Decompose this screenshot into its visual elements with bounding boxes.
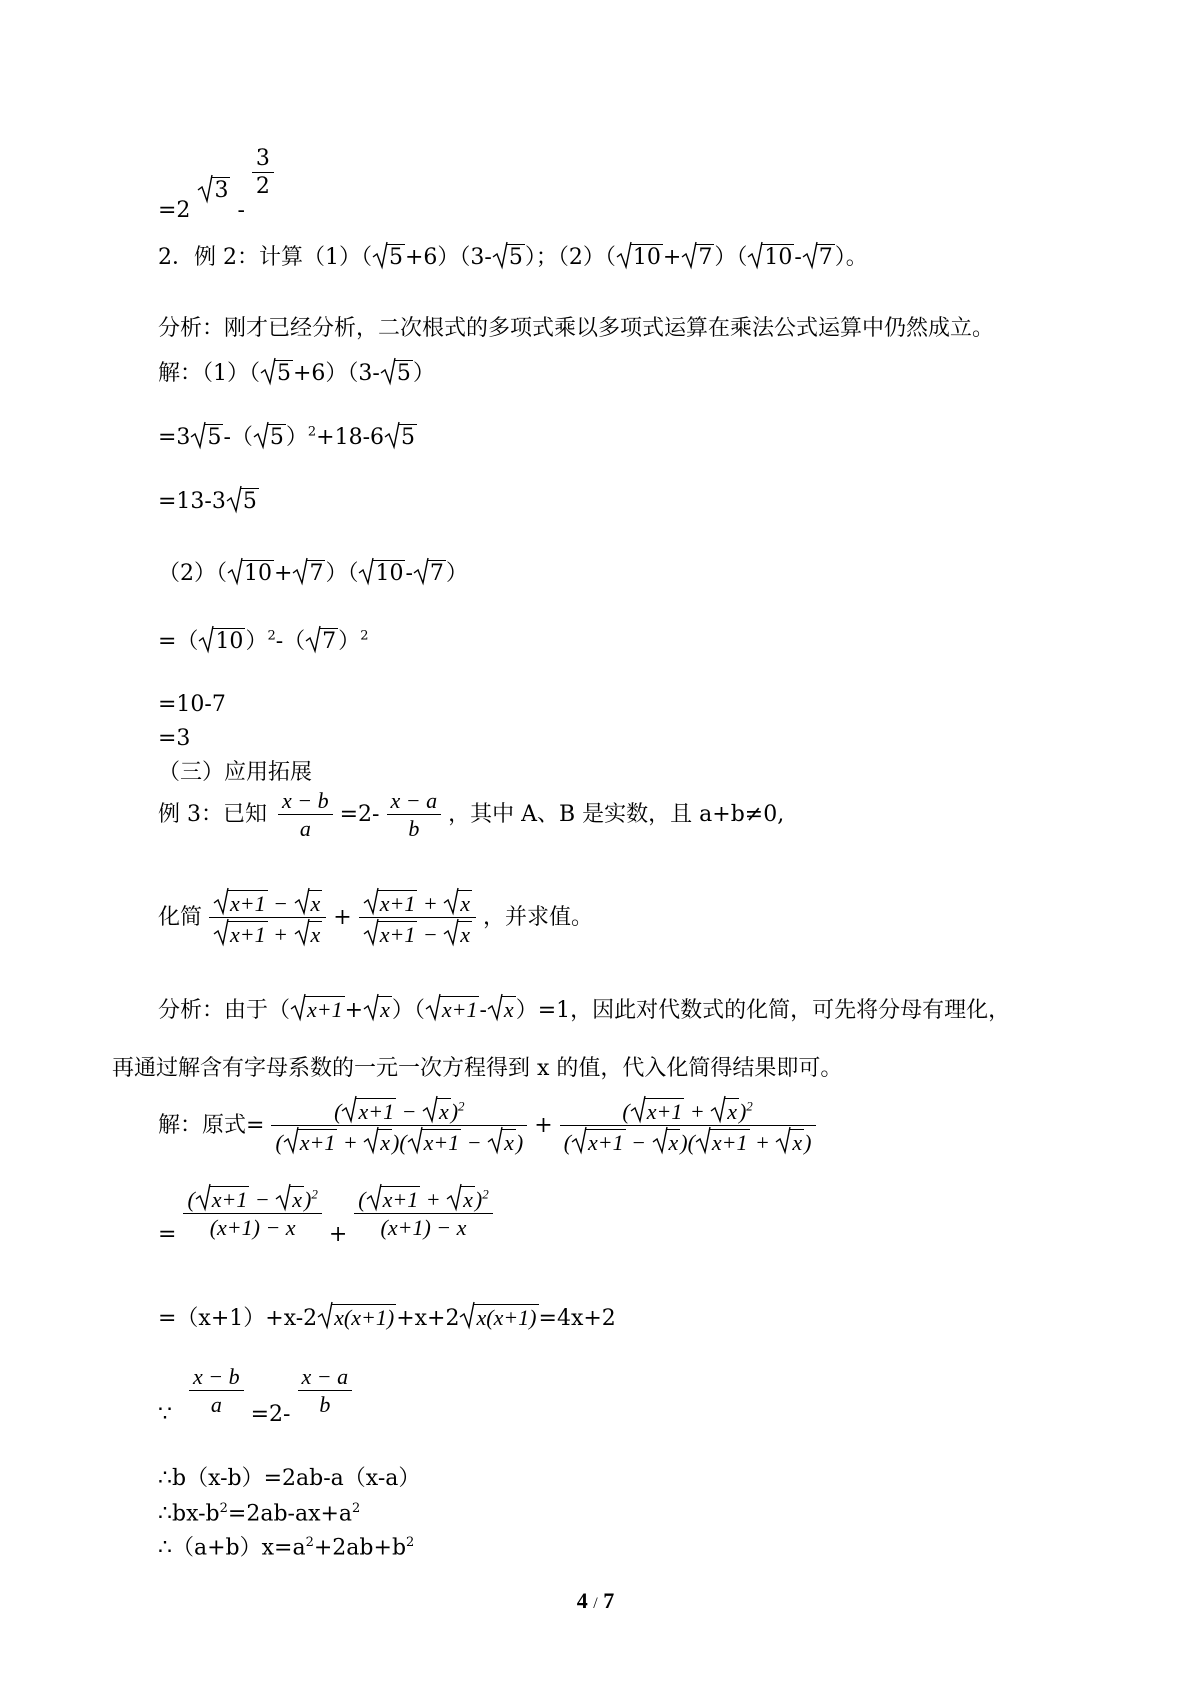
text: ）。	[834, 245, 868, 270]
sqrt-x	[363, 996, 392, 1021]
exponent: 2	[305, 1535, 314, 1550]
sqrt-x	[487, 1129, 516, 1154]
current-page: 4	[576, 1588, 588, 1613]
fraction-3-2	[252, 148, 274, 198]
radical-icon	[213, 917, 229, 947]
text: 5	[386, 244, 405, 269]
radical-icon	[363, 1125, 379, 1155]
therefore-1: ∴b（x-b）=2ab-a（x-a）	[158, 1466, 421, 1491]
radical-icon	[275, 1182, 291, 1212]
sqrt-x	[487, 996, 516, 1021]
page-number	[0, 1588, 1191, 1614]
text: 2．例 2：计算（1）（	[158, 245, 372, 270]
solution-1-step-2	[158, 488, 259, 513]
text: ∴bx-b	[158, 1501, 220, 1527]
solution-2-step-3: =3	[158, 726, 191, 751]
radical-icon	[253, 420, 269, 450]
text: x	[377, 996, 392, 1021]
text: +x+2	[396, 1306, 460, 1331]
solution-2-step-2: =10-7	[158, 692, 226, 717]
text: x	[789, 1129, 804, 1154]
fraction-term-1	[209, 890, 326, 946]
text: )	[304, 1187, 312, 1212]
radical-icon	[260, 356, 276, 386]
exponent: 2	[360, 628, 369, 644]
text: )	[804, 1130, 812, 1155]
radical-icon	[492, 240, 508, 270]
denominator	[271, 1126, 527, 1154]
analysis-2-line-1	[158, 996, 1010, 1022]
fraction-term-2	[359, 890, 476, 946]
solution-2-step-1	[158, 628, 368, 653]
text: 5	[267, 424, 286, 449]
numerator	[560, 1098, 816, 1126]
radical-icon	[384, 420, 400, 450]
radical-icon	[305, 624, 321, 654]
numerator: x − b	[278, 790, 333, 815]
text: x+1	[209, 1186, 250, 1211]
because-symbol: ∵	[158, 1402, 172, 1427]
text: ∴（a+b）x=a	[158, 1535, 306, 1561]
section-3-heading: （三）应用拓展	[158, 760, 313, 785]
text: -	[794, 245, 802, 270]
text: +	[328, 1221, 348, 1247]
fraction-x-minus-a-over-b	[387, 790, 442, 840]
numerator	[359, 890, 476, 918]
total-pages: 7	[603, 1588, 615, 1613]
text: +	[534, 1113, 553, 1138]
text: +18-6	[316, 425, 385, 450]
text: =13-3	[158, 489, 226, 514]
radical-icon	[422, 1094, 438, 1124]
text: 5	[506, 244, 525, 269]
sqrt-7	[292, 560, 325, 585]
sqrt-x-plus-1	[341, 1098, 396, 1123]
text: 7	[427, 560, 446, 585]
text: ）	[412, 361, 435, 386]
text: x+1	[421, 1129, 462, 1154]
sqrt-x-times-x-plus-1	[459, 1304, 538, 1329]
sqrt-x	[275, 1186, 304, 1211]
rationalized-fraction-2	[354, 1186, 492, 1239]
text: ，并求值。	[482, 905, 593, 930]
text: x	[501, 996, 516, 1021]
denominator	[209, 918, 326, 946]
radical-icon	[443, 886, 459, 916]
text: (	[563, 1130, 572, 1155]
text: x+1	[377, 890, 418, 915]
text: 7	[816, 244, 835, 269]
text: 7	[695, 244, 714, 269]
rationalized-fraction-1	[183, 1186, 321, 1239]
text: (	[622, 1099, 630, 1124]
radical-icon	[459, 1300, 475, 1330]
text: ）（	[391, 998, 425, 1023]
sqrt-5	[260, 360, 293, 385]
text: -	[405, 561, 413, 586]
sqrt-x	[775, 1129, 804, 1154]
numerator: x − a	[298, 1366, 353, 1391]
sqrt-x	[294, 890, 323, 915]
numerator: 3	[252, 148, 274, 173]
text: =	[158, 1221, 177, 1247]
text: ）；（2）（	[524, 245, 616, 270]
text: x+1	[355, 1098, 396, 1123]
text: +2ab+b	[313, 1535, 407, 1561]
text: 10	[212, 628, 245, 653]
sqrt-5	[253, 424, 286, 449]
text: -	[479, 998, 487, 1023]
sqrt-x	[422, 1098, 451, 1123]
text: +	[749, 1130, 776, 1155]
sqrt-x-plus-1	[283, 1129, 338, 1154]
text: )	[474, 1187, 483, 1212]
radical-icon	[446, 1182, 462, 1212]
text: x	[501, 1129, 516, 1154]
radical-icon	[294, 886, 310, 916]
sqrt-x	[710, 1098, 739, 1123]
text: −	[267, 891, 294, 916]
radical-icon	[443, 917, 459, 947]
denominator: 2	[255, 174, 270, 199]
text: x+1	[709, 1129, 750, 1154]
exponent: 2	[352, 1501, 361, 1516]
analysis-1: 分析：刚才已经分析，二次根式的多项式乘以多项式运算在乘法公式运算中仍然成立。	[158, 316, 995, 341]
text: x(x+1)	[473, 1304, 538, 1329]
radical-icon	[366, 1182, 382, 1212]
text: −	[461, 1130, 488, 1155]
sqrt-x	[363, 1129, 392, 1154]
text: ）	[245, 629, 268, 654]
radical-icon	[380, 356, 396, 386]
text: 5	[274, 360, 293, 385]
text: =2	[158, 198, 191, 223]
sqrt-5	[380, 360, 413, 385]
sqrt-x	[443, 921, 472, 946]
text: ）	[445, 561, 468, 586]
text: 7	[319, 628, 338, 653]
sqrt-x-times-x-plus-1	[317, 1304, 396, 1329]
radical-icon	[292, 556, 308, 586]
text: -	[237, 198, 245, 223]
text: 3	[211, 177, 230, 202]
example-3-statement	[158, 790, 784, 840]
text: x+1	[297, 1129, 338, 1154]
text: =2ab-ax+a	[227, 1501, 353, 1527]
numerator	[271, 1098, 527, 1126]
radical-icon	[363, 886, 379, 916]
text: 10	[241, 560, 274, 585]
denominator	[560, 1126, 816, 1154]
text: x+1	[585, 1129, 626, 1154]
text: x+1	[380, 1186, 421, 1211]
text: x	[308, 890, 323, 915]
denominator: b	[319, 1392, 331, 1417]
sqrt-10	[358, 560, 405, 585]
numerator	[209, 890, 326, 918]
sqrt-x-plus-1	[425, 996, 480, 1021]
text: （2）（	[158, 561, 227, 586]
text: +6）（3-	[293, 361, 380, 386]
radical-icon	[487, 1125, 503, 1155]
radical-icon	[358, 556, 374, 586]
text: (	[358, 1187, 366, 1212]
radical-icon	[407, 1125, 423, 1155]
text: +	[274, 561, 293, 586]
text: x	[460, 1186, 475, 1211]
text: x+1	[227, 921, 268, 946]
text: −	[625, 1130, 652, 1155]
radical-icon	[317, 1300, 333, 1330]
text: x+1	[304, 996, 345, 1021]
text: x+1	[644, 1098, 685, 1123]
radical-icon	[195, 1182, 211, 1212]
text: 化简	[158, 905, 203, 930]
radical-icon	[213, 886, 229, 916]
text: )	[515, 1130, 524, 1155]
expanded-fraction-1	[271, 1098, 527, 1154]
text: +	[662, 245, 682, 270]
sqrt-5	[226, 488, 259, 513]
radical-icon	[802, 240, 818, 270]
text: 5	[240, 488, 259, 513]
sqrt-x-plus-1	[363, 921, 418, 946]
text: x(x+1)	[331, 1304, 396, 1329]
sqrt-7	[305, 628, 338, 653]
sqrt-x-plus-1	[695, 1129, 750, 1154]
radical-icon	[695, 1125, 711, 1155]
radical-icon	[616, 240, 632, 270]
simplify-statement	[158, 890, 593, 946]
analysis-2-line-2: 再通过解含有字母系数的一元一次方程得到 x 的值，代入化简得结果即可。	[112, 1056, 843, 1081]
denominator: (x+1) − x	[380, 1215, 467, 1240]
sqrt-x	[446, 1186, 475, 1211]
radical-icon	[294, 917, 310, 947]
exponent: 2	[311, 1186, 318, 1202]
radical-icon	[630, 1094, 646, 1124]
radical-icon	[710, 1094, 726, 1124]
sqrt-10	[747, 244, 794, 269]
sqrt-5	[384, 424, 417, 449]
sqrt-10	[616, 244, 663, 269]
text: 5	[204, 424, 223, 449]
text: x	[308, 921, 323, 946]
sqrt-5	[190, 424, 223, 449]
solution-3-step-1	[158, 1186, 493, 1247]
text: x	[666, 1129, 681, 1154]
fraction-x-minus-b-over-a	[189, 1366, 244, 1416]
sqrt-5	[372, 244, 405, 269]
sqrt-x	[443, 890, 472, 915]
exponent: 2	[458, 1098, 465, 1114]
exponent: 2	[219, 1501, 228, 1516]
exponent: 2	[746, 1098, 753, 1114]
fraction-x-minus-a-over-b	[298, 1366, 353, 1416]
text: 解：原式=	[158, 1113, 265, 1138]
because-statement	[158, 1364, 352, 1427]
text: x	[289, 1186, 304, 1211]
exponent: 2	[406, 1535, 415, 1550]
text: =2-	[339, 802, 380, 827]
sqrt-3	[197, 177, 230, 202]
text: 10	[372, 560, 405, 585]
text: x+1	[377, 921, 418, 946]
text: (	[399, 1130, 407, 1155]
text: )	[738, 1099, 747, 1124]
radical-icon	[425, 992, 441, 1022]
text: ）（	[714, 245, 748, 270]
radical-icon	[747, 240, 763, 270]
sqrt-x	[652, 1129, 681, 1154]
text: )	[680, 1130, 688, 1155]
text: +	[344, 998, 364, 1023]
text: +6）（3-	[405, 245, 492, 270]
text: ）	[285, 425, 308, 450]
solution-1-step-1	[158, 424, 417, 449]
sqrt-7	[802, 244, 835, 269]
sqrt-10	[227, 560, 274, 585]
sqrt-x	[294, 921, 323, 946]
sqrt-7	[413, 560, 446, 585]
text: )	[392, 1130, 400, 1155]
text: 例 3：已知	[158, 802, 267, 827]
text: -（	[223, 425, 253, 450]
text: x	[724, 1098, 739, 1123]
denominator: a	[210, 1392, 222, 1417]
text: 7	[306, 560, 325, 585]
exponent: 2	[307, 424, 317, 440]
radical-icon	[197, 173, 213, 205]
text: −	[396, 1099, 422, 1124]
radical-icon	[571, 1125, 587, 1155]
text: =（	[158, 629, 199, 654]
radical-icon	[283, 1125, 299, 1155]
denominator	[359, 918, 476, 946]
text: (	[687, 1130, 695, 1155]
radical-icon	[190, 420, 206, 450]
text: −	[249, 1187, 276, 1212]
text: x	[457, 890, 472, 915]
solution-3-step-2	[158, 1304, 616, 1330]
text: x+1	[227, 890, 268, 915]
numerator: x − b	[189, 1366, 244, 1391]
text: 5	[394, 360, 413, 385]
therefore-3	[158, 1536, 414, 1559]
text: +	[420, 1187, 447, 1212]
text: +	[417, 891, 444, 916]
expanded-fraction-2	[560, 1098, 816, 1154]
text: ，其中 A、B 是实数，且 a+b≠0,	[448, 802, 785, 827]
text: 10	[630, 244, 663, 269]
sqrt-x-plus-1	[195, 1186, 250, 1211]
text: ）	[338, 629, 361, 654]
text: 分析：由于（	[158, 998, 291, 1023]
text: 10	[761, 244, 794, 269]
text: x	[457, 921, 472, 946]
solution-3-head	[158, 1098, 816, 1154]
text: =2-	[250, 1402, 291, 1427]
radical-icon	[363, 992, 379, 1022]
text: x	[377, 1129, 392, 1154]
text: =（x+1）+x-2	[158, 1306, 318, 1331]
exponent: 2	[267, 628, 276, 644]
sqrt-10	[198, 628, 245, 653]
step-line-1	[158, 146, 274, 223]
sqrt-x-plus-1	[407, 1129, 462, 1154]
sqrt-x-plus-1	[571, 1129, 626, 1154]
text: (	[275, 1130, 283, 1155]
example-2-title	[158, 244, 868, 269]
radical-icon	[341, 1094, 357, 1124]
fraction-x-minus-b-over-a	[278, 790, 333, 840]
radical-icon	[290, 992, 306, 1022]
radical-icon	[363, 917, 379, 947]
denominator: a	[299, 816, 311, 841]
text: =4x+2	[538, 1306, 616, 1331]
text: 解：（1）（	[158, 361, 260, 386]
text: (	[187, 1187, 195, 1212]
radical-icon	[226, 484, 242, 514]
sqrt-x-plus-1	[630, 1098, 685, 1123]
text: +	[267, 922, 294, 947]
sqrt-5	[492, 244, 525, 269]
radical-icon	[775, 1125, 791, 1155]
radical-icon	[372, 240, 388, 270]
radical-icon	[413, 556, 429, 586]
text: −	[417, 922, 444, 947]
sqrt-x-plus-1	[213, 921, 268, 946]
text: +	[337, 1130, 364, 1155]
text: +	[684, 1099, 711, 1124]
page-separator: /	[593, 1595, 598, 1612]
sqrt-x-plus-1	[290, 996, 345, 1021]
radical-icon	[198, 624, 214, 654]
text: +	[333, 905, 352, 930]
radical-icon	[487, 992, 503, 1022]
radical-icon	[681, 240, 697, 270]
therefore-2	[158, 1502, 360, 1525]
denominator: b	[408, 816, 420, 841]
text: ）（	[325, 561, 359, 586]
sqrt-x-plus-1	[363, 890, 418, 915]
sqrt-x-plus-1	[366, 1186, 421, 1211]
solution-1-head	[158, 360, 435, 385]
exponent: 2	[482, 1186, 489, 1202]
text: -（	[275, 629, 306, 654]
text: x+1	[439, 996, 480, 1021]
text: x	[436, 1098, 451, 1123]
text: )	[450, 1099, 459, 1124]
text: =3	[158, 425, 191, 450]
text: (	[334, 1099, 342, 1124]
numerator	[183, 1186, 321, 1214]
text: 5	[398, 424, 417, 449]
solution-2-head	[158, 560, 468, 585]
sqrt-x-plus-1	[213, 890, 268, 915]
numerator: x − a	[387, 790, 442, 815]
text: ）=1，因此对代数式的化简，可先将分母有理化，	[515, 998, 1011, 1023]
radical-icon	[652, 1125, 668, 1155]
sqrt-7	[681, 244, 714, 269]
numerator	[354, 1186, 492, 1214]
radical-icon	[227, 556, 243, 586]
denominator: (x+1) − x	[209, 1215, 296, 1240]
